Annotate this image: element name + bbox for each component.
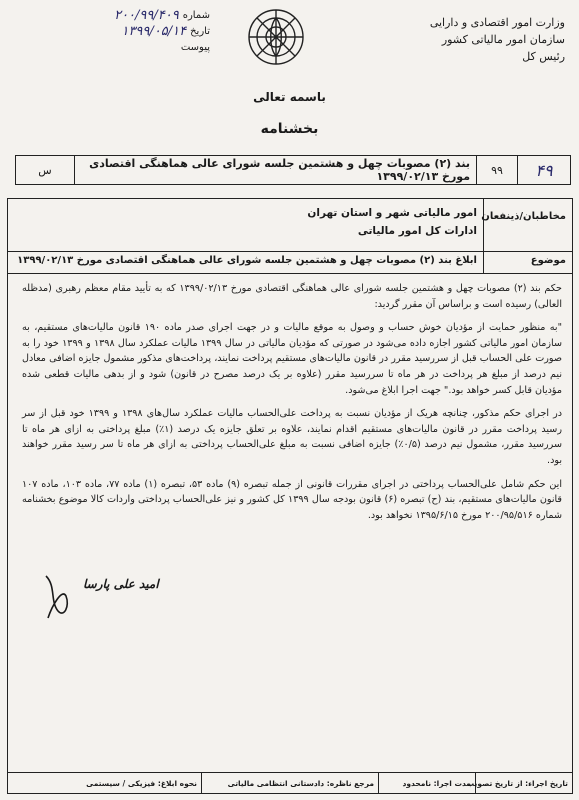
date-row	[10, 24, 210, 40]
ministry-line: وزارت امور اقتصادی و دارایی	[429, 16, 565, 29]
footer-distribution: نحوه ابلاغ: فیزیکی / سیستمی	[86, 778, 197, 788]
footer-table	[8, 772, 572, 793]
attachment-label: پیوست	[180, 42, 210, 53]
number-value: ۲۰۰/۹۹/۴۰۹	[114, 8, 179, 23]
basmala: باسمه تعالی	[253, 90, 326, 104]
body-paragraph: حکم بند (۲) مصوبات چهل و هشتمین جلسه شورای عالی هماهنگی اقتصادی مورخ ۱۳۹۹/۰۲/۱۳ که به تأیید مقام معظم رهبری (مدظله العالی) رسیده است و براساس آن مقرر گردید:	[22, 283, 562, 310]
number-label: شماره	[182, 10, 210, 21]
body-paragraph: "به منظور حمایت از مؤدیان خوش حساب و وصول به موقع مالیات و در جهت اجرای صدر ماده ۱۹۰ قانون مالیات‌های مستقیم، به سازمان امور مالیاتی کشور اجازه داده می‌شود در صورتی که مؤدیان مالیاتی در سال ۱۳۹۹ مالیات عملکرد سال ۱۳۹۸ و ۱۳۹۹ خود را به صورت علی الحساب قبل از سررسید مقرر در قانون مالیات‌های مستقیم پرداخت نمایند، پرداخت‌های مذکور مشمول جایزه اضافی معادل نیم درصد از مبلغ هر پرداخت در هر ماه تا سررسید مقرر (علاوه بر یک درصد مصرح در قانون) شود و از بدهی مالیات قطعی شده مؤدیان قابل کسر خواهد بود." جهت اجرا ابلاغ می‌شود.	[22, 322, 563, 396]
signature-icon	[38, 566, 78, 626]
circular-subject-text: بند (۲) مصوبات چهل و هشتمین جلسه شورای عالی هماهنگی اقتصادی مورخ ۱۳۹۹/۰۲/۱۳	[74, 156, 476, 184]
footer-duration: مدت اجرا: نامحدود	[378, 773, 475, 793]
letter-body	[22, 281, 562, 531]
ministry-line: سازمان امور مالیاتی کشور	[441, 33, 565, 46]
letter-meta	[10, 8, 210, 56]
circular-year: ۹۹	[476, 156, 517, 184]
body-paragraph: در اجرای حکم مذکور، چنانچه هریک از مؤدیان نسبت به پرداخت علی‌الحساب مالیات عملکرد سال‌های ۱۳۹۸ و ۱۳۹۹ خود قبل از سر رسید پرداخت مقرر در قانون مالیات‌های مستقیم اقدام نمایند، علاوه بر تعلق جایزه یک درصد (۱٪) مبلغ پرداختی به ازای هر ماه تا سررسید مقرر، مشمول نیم درصد (۰/۵٪) جایزه اضافی نسبت به مبلغ علی‌الحساب پرداختی به ازای هر ماه تا سر رسید مقرر خواهند بود.	[22, 408, 563, 466]
circular-subject-bar	[15, 155, 571, 185]
letter-frame	[7, 198, 573, 794]
attachment-row	[10, 40, 210, 56]
footer-effective-date: تاریخ اجراء: از تاریخ تصویب	[475, 773, 572, 793]
date-value: ۱۳۹۹/۰۵/۱۴	[121, 24, 187, 39]
subject-label: موضوع	[530, 255, 566, 266]
signatory-name: امید علی پارسا	[83, 577, 159, 591]
subject-section	[8, 251, 572, 274]
number-row	[10, 8, 210, 24]
addressee-line: امور مالیاتی شهر و استان تهران	[307, 207, 477, 219]
circular-number: ۴۹	[517, 156, 570, 184]
addressees-section	[8, 199, 572, 252]
addressee-line: ادارات کل امور مالیاتی	[357, 225, 477, 237]
divider	[483, 251, 484, 273]
iran-emblem-icon	[245, 6, 307, 68]
ministry-line: رئیس کل	[522, 50, 565, 63]
subject-value: ابلاغ بند (۲) مصوبات چهل و هشتمین جلسه شورای عالی هماهنگی اقتصادی مورخ ۱۳۹۹/۰۲/۱۳	[17, 255, 477, 266]
ministry-header	[355, 14, 565, 65]
divider	[483, 199, 484, 251]
footer-oversight: مرجع ناظره: دادستانی انتظامی مالیاتی	[201, 773, 378, 793]
addressees-label: مخاطبان/ذینفعان	[481, 211, 566, 222]
circular-code: س	[38, 163, 52, 177]
date-label: تاریخ	[190, 26, 210, 37]
body-paragraph: این حکم شامل علی‌الحساب پرداختی در اجرای مقررات قانونی از جمله تبصره (۹) ماده ۵۳، تبصره (۱) ماده ۷۷، ماده ۱۰۳، ماده ۱۰۷ قانون مالیات‌های مستقیم، بند (ح) تبصره (۶) قانون بودجه سال ۱۳۹۹ کل کشور و نیز علی‌الحساب پرداختی واردات کالا موضوع بخشنامه شماره ۲۰۰/۹۵/۵۱۶ مورخ ۱۳۹۵/۶/۱۵ نخواهد بود.	[22, 478, 563, 521]
page-title: بخشنامه	[260, 121, 319, 137]
